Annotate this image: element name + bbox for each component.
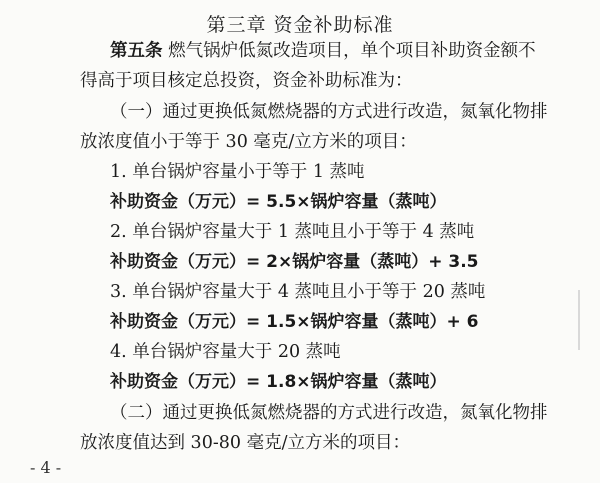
- item-2-formula: 补助资金（万元）= 2×锅炉容量（蒸吨）+ 3.5: [110, 252, 479, 272]
- scan-edge-mark: [578, 290, 580, 350]
- chapter-title: 第三章 资金补助标准: [206, 14, 394, 36]
- page-number: - 4 -: [30, 458, 62, 477]
- section-2-line-2: 放浓度值达到 30-80 毫克/立方米的项目：: [80, 433, 410, 453]
- section-1-line-1: （一）通过更换低氮燃烧器的方式进行改造，氮氧化物排: [110, 102, 548, 122]
- item-4-condition: 4. 单台锅炉容量大于 20 蒸吨: [110, 342, 341, 362]
- article-5-line-2: 得高于项目核定总投资，资金补助标准为：: [80, 71, 413, 91]
- item-1-formula: 补助资金（万元）= 5.5×锅炉容量（蒸吨）: [110, 192, 447, 212]
- section-1-line-2: 放浓度值小于等于 30 毫克/立方米的项目：: [80, 132, 417, 152]
- item-2-condition: 2. 单台锅炉容量大于 1 蒸吨且小于等于 4 蒸吨: [110, 222, 475, 242]
- section-2-line-1: （二）通过更换低氮燃烧器的方式进行改造，氮氧化物排: [110, 403, 548, 423]
- item-3-condition: 3. 单台锅炉容量大于 4 蒸吨且小于等于 20 蒸吨: [110, 282, 486, 302]
- item-4-formula: 补助资金（万元）= 1.8×锅炉容量（蒸吨）: [110, 372, 447, 392]
- item-3-formula: 补助资金（万元）= 1.5×锅炉容量（蒸吨）+ 6: [110, 312, 479, 332]
- article-5-label: 第五条: [110, 41, 163, 61]
- article-5-line-1: [110, 40, 536, 62]
- article-5-text-1: 燃气锅炉低氮改造项目，单个项目补助资金额不: [168, 41, 536, 61]
- item-1-condition: 1. 单台锅炉容量小于等于 1 蒸吨: [110, 162, 365, 182]
